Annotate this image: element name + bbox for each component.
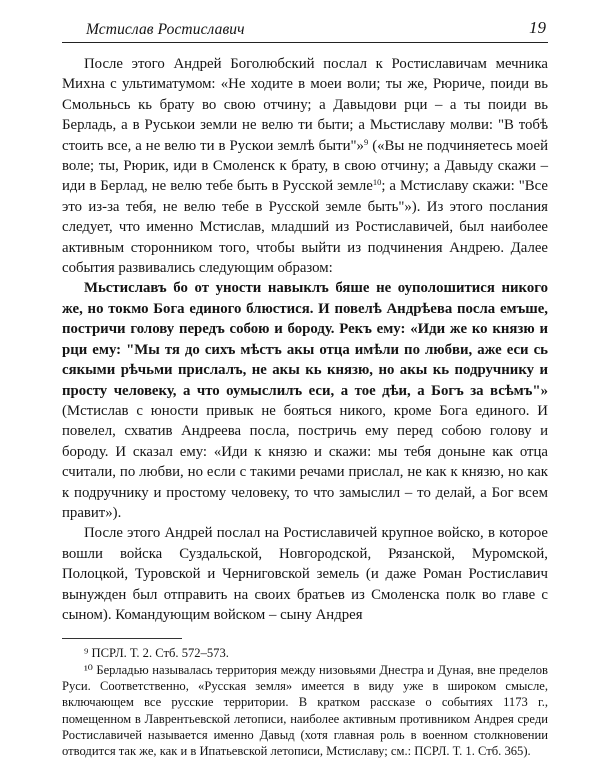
paragraph-2 <box>62 278 548 523</box>
footnote-10: ¹⁰ Берладью называлась территория между низовьями Днестра и Дуная, вне пределов Руси. Соответственно, «Русская земля» имеется в виду уже в широком смысле, включающем все русские территории. В кратком рассказе о событиях 1173 г., помещенном в Лаврентьевской летописи, наиболее активным противником Андрея среди Ростиславичей называется именно Давыд (хотя главная роль в военном столкновении отводится так же, как и в Ипатьевской летописи, Мстиславу; см.: ПСРЛ. Т. 1. Стб. 365). <box>62 662 548 759</box>
page-number: 19 <box>529 18 546 37</box>
book-page <box>62 18 548 759</box>
paragraph-1-translation: («Вы не подчиняетесь моей воле; ты, Рюрик, иди в Смоленск к брату, в свою отчину; а Давыду скажи – иди в Берлад, не велю тебе быть в Русской земле <box>62 137 548 195</box>
running-head <box>62 18 548 43</box>
main-text <box>62 54 548 625</box>
footnote-ref-9: 9 <box>363 136 369 147</box>
quote-translation: (Мстислав с юности привык не бояться никого, кроме Бога единого. И повелел, схватив Андреева посла, постричь ему перед собою голову и бороду. И сказал ему: «Иди к князю и скажи: мы тебя доныне как отца считали, по любви, но если с такими речами прислал, не как к князю, но как к подручнику и простому человеку, то что замыслил – то делай, а Бог всем правит»). <box>62 402 548 521</box>
footnote-ref-10: 10 <box>372 177 382 188</box>
footnotes <box>62 645 548 759</box>
paragraph-1 <box>62 54 548 278</box>
chronicle-quote: Мьстиславъ бо от уности навыклъ бяше не оуполошитися никого же, но токмо Бога единого блюстися. И повелѣ Андрѣева посла емъше, постричи голову передъ собою и бороду. Рекъ ему: «Иди же ко князю и рци ему: "Мы тя до сихъ мѣстъ акы отца имѣли по любви, аже еси сь сякыми рѣчьми прислалъ, не акы кь князю, но акы кь подручнику и просту человеку, а что оумыслилъ еси, а тое дѣи, а Богъ за всѣмъ"» <box>62 280 548 399</box>
paragraph-1-ultimatum: После этого Андрей Боголюбский послал к Ростиславичам мечника Михна с ультиматумом: «Не ходите в моеи воли; ты же, Рюриче, поиди вь Смольньсь кь брату во свою отчину; а Давыдови рци – а ты поиди вь Берладь, а в Руськои земли не велю ти быти; а Мьстиславу молви: "В тобѣ стоить все, а не велю ти в Рускои землѣ быти"» <box>62 56 548 154</box>
chapter-title: Мстислав Ростиславич <box>86 21 245 38</box>
footnote-9: ⁹ ПСРЛ. Т. 2. Стб. 572–573. <box>84 646 229 661</box>
paragraph-1-continuation: ; а Мстиславу скажи: "Все это из-за тебя, не велю тебе в Русской земле быть"»). Из этого послания следует, что именно Мстислав, младший из Ростиславичей, был наиболее активным сторонником того, чтобы выйти из подчинения Андрею. Далее события развивались следующим образом: <box>62 178 548 277</box>
paragraph-3: После этого Андрей послал на Ростиславичей крупное войско, в которое вошли войска Суздальской, Новгородской, Рязанской, Муромской, Полоцкой, Туровской и Черниговской земель (и даже Роман Ростиславич вынужден был отправить на своих братьев из Смоленска полк во главе с сыном). Командующим войском – сыну Андрея <box>62 525 548 623</box>
footnote-divider <box>62 638 182 639</box>
